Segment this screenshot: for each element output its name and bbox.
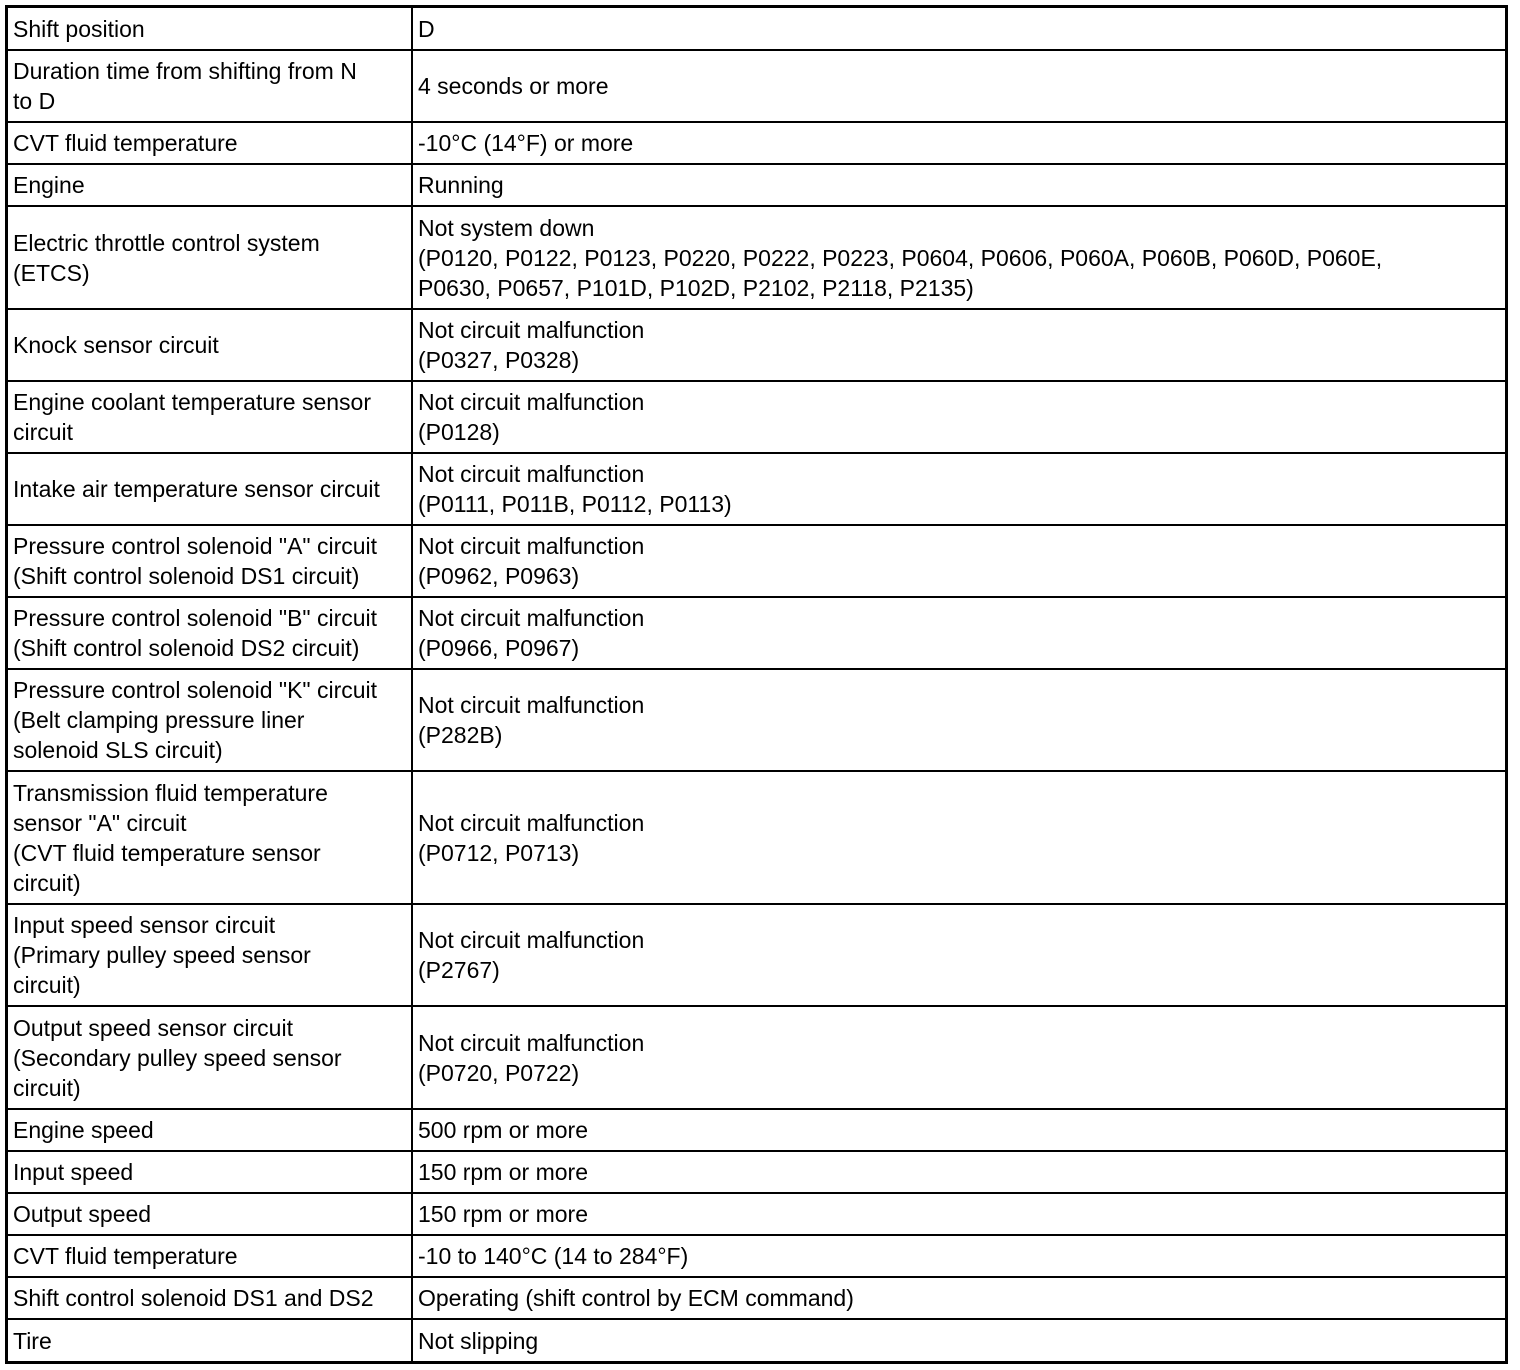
row-condition: 500 rpm or more <box>412 1109 1505 1151</box>
table-row <box>8 597 1505 669</box>
row-item: Engine speed <box>8 1109 412 1151</box>
table-row <box>8 904 1505 1006</box>
row-item: Engine coolant temperature sensor circuit <box>8 381 412 453</box>
row-item: Output speed <box>8 1193 412 1235</box>
row-item: CVT fluid temperature <box>8 1235 412 1277</box>
table-row <box>8 381 1505 453</box>
table-row <box>8 206 1505 309</box>
row-item: Engine <box>8 164 412 206</box>
row-item: Pressure control solenoid "A" circuit (Shift control solenoid DS1 circuit) <box>8 525 412 597</box>
row-item: Tire <box>8 1319 412 1361</box>
row-condition: Not circuit malfunction (P0128) <box>412 381 1505 453</box>
row-item: Intake air temperature sensor circuit <box>8 453 412 525</box>
row-condition: Not slipping <box>412 1319 1505 1361</box>
table-row <box>8 525 1505 597</box>
row-condition: Not circuit malfunction (P0111, P011B, P0112, P0113) <box>412 453 1505 525</box>
table-row <box>8 8 1505 50</box>
row-condition: 150 rpm or more <box>412 1193 1505 1235</box>
table-row <box>8 1006 1505 1109</box>
row-item: Shift control solenoid DS1 and DS2 <box>8 1277 412 1319</box>
row-item: Input speed sensor circuit (Primary pulley speed sensor circuit) <box>8 904 412 1006</box>
table-row <box>8 669 1505 771</box>
row-item: Knock sensor circuit <box>8 309 412 381</box>
row-condition: D <box>412 8 1505 50</box>
table-row <box>8 309 1505 381</box>
row-item: Input speed <box>8 1151 412 1193</box>
conditions-table <box>8 8 1505 1361</box>
row-condition: 4 seconds or more <box>412 50 1505 122</box>
row-condition: Not circuit malfunction (P0966, P0967) <box>412 597 1505 669</box>
row-item: Output speed sensor circuit (Secondary pulley speed sensor circuit) <box>8 1006 412 1109</box>
table-row <box>8 1235 1505 1277</box>
row-condition: Not circuit malfunction (P282B) <box>412 669 1505 771</box>
row-item: Shift position <box>8 8 412 50</box>
table-row <box>8 1109 1505 1151</box>
row-item: Electric throttle control system (ETCS) <box>8 206 412 309</box>
row-condition: Not circuit malfunction (P0327, P0328) <box>412 309 1505 381</box>
table-row <box>8 771 1505 904</box>
row-condition: Operating (shift control by ECM command) <box>412 1277 1505 1319</box>
row-condition: Not circuit malfunction (P2767) <box>412 904 1505 1006</box>
table-row <box>8 164 1505 206</box>
table-row <box>8 1319 1505 1361</box>
table-row <box>8 1193 1505 1235</box>
table-row <box>8 453 1505 525</box>
table-row <box>8 1151 1505 1193</box>
conditions-table-frame <box>5 5 1508 1364</box>
row-condition: Not circuit malfunction (P0720, P0722) <box>412 1006 1505 1109</box>
row-condition: Not circuit malfunction (P0712, P0713) <box>412 771 1505 904</box>
row-condition: Not circuit malfunction (P0962, P0963) <box>412 525 1505 597</box>
table-row <box>8 50 1505 122</box>
row-item: Duration time from shifting from N to D <box>8 50 412 122</box>
table-row <box>8 1277 1505 1319</box>
row-item: Pressure control solenoid "K" circuit (Belt clamping pressure liner solenoid SLS circuit) <box>8 669 412 771</box>
table-row <box>8 122 1505 164</box>
row-item: Transmission fluid temperature sensor "A" circuit (CVT fluid temperature sensor circuit) <box>8 771 412 904</box>
row-condition: Not system down (P0120, P0122, P0123, P0220, P0222, P0223, P0604, P0606, P060A, P060B, P060D, P060E, P0630, P0657, P101D, P102D, P2102, P2118, P2135) <box>412 206 1505 309</box>
row-condition: -10 to 140°C (14 to 284°F) <box>412 1235 1505 1277</box>
row-item: Pressure control solenoid "B" circuit (Shift control solenoid DS2 circuit) <box>8 597 412 669</box>
row-item: CVT fluid temperature <box>8 122 412 164</box>
row-condition: 150 rpm or more <box>412 1151 1505 1193</box>
row-condition: Running <box>412 164 1505 206</box>
row-condition: -10°C (14°F) or more <box>412 122 1505 164</box>
